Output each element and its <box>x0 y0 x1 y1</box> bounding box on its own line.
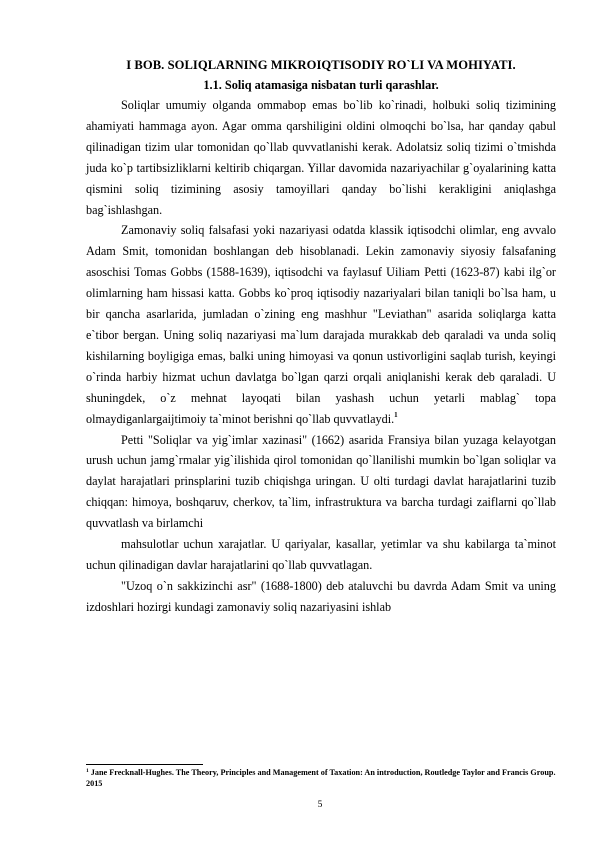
body-text <box>86 95 556 618</box>
footnote-reference[interactable]: 1 <box>394 410 398 419</box>
chapter-heading: I BOB. SOLIQLARNING MIKROIQTISODIY RO`LI VA MOHIYATI. <box>126 58 516 72</box>
paragraph-3: Petti "Soliqlar va yig`imlar xazinasi" (1662) asarida Fransiya bilan yuzaga kelayotgan urush uchun jamg`rmalar yig`ilishida qirol tomonidan qo`llanilishi mumkin bo`lgan soliqlar va daylat harajatlari prinsplarini tuzib chiqishga uringan. U olti turdagi davlat harajatlarini tuzib chiqqan: himoya, boshqaruv, cherkov, ta`lim, infrastruktura va barcha turdagi zaiflarni qo`llab quvvatlash va birlamchi <box>86 432 556 531</box>
page-number: 5 <box>317 800 323 810</box>
paragraph-2-text: Zamonaviy soliq falsafasi yoki nazariyasi odatda klassik iqtisodchi olimlar, eng avvalo Adam Smit, tomonidan boshlangan deb hisoblanadi. Lekin zamonaviy siyosiy falsafaning asoschisi Tomas Gobbs (1588-1639), iqtisodchi va faylasuf Uiliam Petti (1623-87) kabi ilg`or olimlarning ham hissasi katta. Gobbs ko`proq iqtisodiy nazariyalari bilan taniqli bo`lsa ham, u bir qancha asarlarida, jumladan o`zining eng mashhur "Leviathan" asarida soliqlarga katta e`tibor bergan. Uning soliq nazariyasi ma`lum darajada murakkab deb qaraladi va unda soliq kishilarning boyligiga emas, balki uning himoyasi va qonun ustivorligini saqlab turish, keyingi o`rinda harbiy hizmat uchun davlatga bo`lgan qarzi orqali aniqlanishi kerak deb qaraladi. U shuningdek, o`z mehnat layoqati bilan yashash uchun yetarli mablag` topa olmaydiganlargaijtimoiy ta`minot berishni qo`llab quvvatlaydi. <box>86 223 556 426</box>
paragraph-1: Soliqlar umumiy olganda ommabop emas bo`lib ko`rinadi, holbuki soliq tizimining ahamiyati hammaga ayon. Agar omma qarshiligini oldini olmoqchi bo`lsa, har qanday qabul qilinadigan tizim ular tomonidan qo`llab quvvatlanishi kerak. Adolatsiz soliq tizimi o`tmishda juda ko`p tartibsizliklarni keltirib chiqargan. Yillar davomida nazariyachilar g`oyalarining katta qismini soliq tizimining asosiy tamoyillari qanday bo`lishi kerakligini aniqlashga bag`ishlashgan. <box>86 98 556 217</box>
paragraph-5: "Uzoq o`n sakkizinchi asr" (1688-1800) deb ataluvchi bu davrda Adam Smit va uning izdoshlari hozirgi kundagi zamonaviy soliq nazariyasini ishlab <box>86 578 556 614</box>
paragraph-4: mahsulotlar uchun xarajatlar. U qariyalar, kasallar, yetimlar va shu kabilarga ta`minot uchun qilinadigan davlar harajatlarini qo`llab quvvatlagan. <box>86 537 556 572</box>
footnote-text: Jane Frecknall-Hughes. The Theory, Principles and Management of Taxation: An introduction, Routledge Taylor and Francis Group. 2015 <box>86 768 556 788</box>
section-heading: 1.1. Soliq atamasiga nisbatan turli qarashlar. <box>203 78 439 92</box>
footnote-divider <box>86 764 203 765</box>
paragraph-2 <box>86 220 556 429</box>
footnote <box>86 767 556 789</box>
footnote-number: 1 <box>86 768 89 774</box>
